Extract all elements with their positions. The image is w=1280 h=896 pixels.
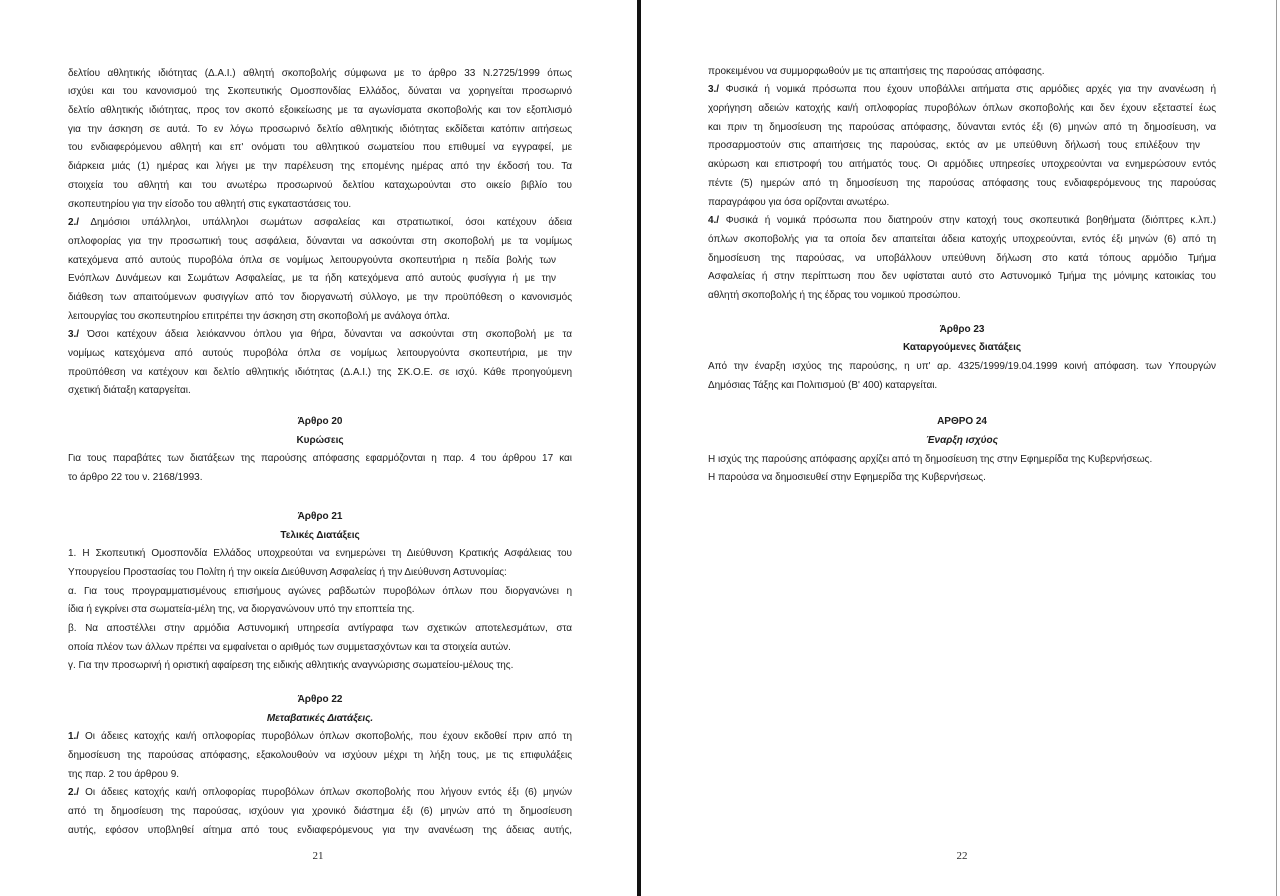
paragraph [68,65,572,215]
paragraph-number: 4./ [708,215,720,227]
text-line: ίδια ή εγκρίνει στα σωματεία-μέλη της, να διοργανώνουν υπό την εποπτεία της. [68,604,415,616]
text-line [68,728,572,747]
line-text: Δημόσιοι υπάλληλοι, υπάλληλοι σωμάτων ασφαλείας και στρατιωτικοί, όσοι κατέχουν άδεια [90,217,572,229]
text-line: σχετική διάταξη καταργείται. [68,385,191,397]
text-line: Ενόπλων Δυνάμεων και Σωμάτων Ασφαλείας, με τα ήδη κατεχόμενα από αυτούς φυσίγγια ή με την [68,273,556,285]
text-line: Ασφαλείας ή στην περίπτωση που δεν υφίσταται αυτό στο Αστυνομικό Τμήμα της μόνιμης κατοικίας του [708,271,1216,283]
article-number: Άρθρο 23 [939,323,985,335]
text-line: για την άσκηση σε αυτά. Το εν λόγω προσωρινό δελτίο αθλητικής ιδιότητας εκδίδεται κατόπιν αιτήσεως [68,123,572,135]
paragraph [708,63,1216,82]
text-line: ακύρωση και επιστροφή του αιτήματός τους. Οι αρμόδιες υπηρεσίες υποχρεούνται να ενημερώσουν εντός [708,159,1216,171]
text-line: διάθεση των απαιτούμενων φυσιγγίων από τον διοργανωτή σύλλογο, με την προϋπόθεση ο κανονισμός [68,291,572,303]
scan-right-edge [1276,0,1277,896]
article-title: Καταργούμενες διατάξεις [902,342,1022,354]
line-text: Οι άδειες κατοχής και/ή οπλοφορίας πυροβόλων όπλων σκοποβολής που λήγουν εντός έξι (6) μηνών [85,787,573,799]
text-line: χορήγηση αδειών κατοχής και/ή οπλοφορίας πυροβόλων όπλων σκοποβολής και δεν έχουν εξεταστεί έως [708,103,1216,115]
article-22 [68,691,572,841]
document-page-left [0,0,637,896]
text-line [708,212,1216,231]
article-number: Άρθρο 21 [297,510,343,522]
text-line: Υπουργείου Προστασίας του Πολίτη ή την οικεία Διεύθυνση Ασφαλείας ή την Διεύθυνση Αστυνομίας: [68,566,507,578]
text-line: πέντε (5) ημερών από τη δημοσίευση της παρούσας απόφασης τους ενδιαφερόμενους της παρούσας [708,177,1216,189]
line-text: Όσοι κατέχουν άδεια λειόκαννου όπλου για θήρα, δύνανται να ασκούνται στη σκοποβολή με τα [87,329,572,341]
text-column [68,65,572,841]
text-line: ισχύει και του κανονισμού της Σκοπευτικής Ομοσπονδίας Ελλάδος, δύναται να χορηγείται προσωρινό [68,86,572,98]
text-line: παραγράφου για όσα ορίζονται ανωτέρω. [708,196,890,208]
text-line: Δημόσιας Τάξης και Πολιτισμού (Β' 400) καταργείται. [708,379,938,391]
text-line [68,326,572,345]
article-title: Κυρώσεις [296,434,344,446]
text-line: στοιχεία του αθλητή και του ανωτέρω προσωρινού δελτίου καταχωρούνται στο οικείο βιβλίο του [68,179,572,191]
article-title: Μεταβατικές Διατάξεις. [266,712,374,724]
paragraph [68,214,572,326]
text-line: το άρθρο 22 του ν. 2168/1993. [68,472,203,484]
text-line: α. Για τους προγραμματισμένους επισήμους αγώνες ραβδωτών πυροβόλων όπλων που διοργανώνει η [68,585,572,597]
text-line: προϋπόθεση να κατέχουν και δελτίο αθλητικής ιδιότητας (Δ.Α.Ι.) της ΣΚ.Ο.Ε. σε ισχύ. Κάθε προηγούμενη [68,366,572,378]
text-line: δημοσίευση της παρούσας απόφασης, εξακολουθούν να ισχύουν μέχρι τη λήξη τους, με τις επιφυλάξεις [68,750,572,762]
paragraph [708,212,1216,305]
text-line: δημοσίευση της παρούσας, να υποβάλλουν υπεύθυνη δήλωση στο κατά τόπους αρμόδιο Τμήμα [708,252,1216,264]
article-24 [708,413,1216,488]
text-line: Η παρούσα να δημοσιευθεί στην Εφημερίδα της Κυβερνήσεως. [708,472,986,484]
paragraph-number: 2./ [68,217,80,229]
text-line [708,81,1216,100]
document-page-right [641,0,1280,896]
text-line: της παρ. 2 του άρθρου 9. [68,768,179,780]
article-title: Τελικές Διατάξεις [280,529,360,541]
article-21 [68,508,572,676]
paragraph-number: 1./ [68,731,80,743]
text-line: Για τους παραβάτες των διατάξεων της παρούσης απόφασης εφαρμόζονται η παρ. 4 του άρθρου 17 και [68,453,572,465]
text-line: γ. Για την προσωρινή ή οριστική αφαίρεση της ειδικής αθλητικής αναγνώρισης σωματείου-μέλους της. [68,660,514,672]
text-line: του ενδιαφερόμενου αθλητή και επ' ονόματι του αθλητικού σωματείου που επιθυμεί να εγγραφεί, με [68,142,572,154]
text-line [68,214,572,233]
text-line: κατεχόμενα από αυτούς πυροβόλα όπλα σε νομίμως λειτουργούντα σκοπευτήρια η πεδία βολής των [68,254,556,266]
text-line: Από την έναρξη ισχύος της παρούσης, η υπ' αρ. 4325/1999/19.04.1999 κοινή απόφαση. των Υπουργών [708,361,1216,372]
text-line: Η ισχύς της παρούσης απόφασης αρχίζει από τη δημοσίευση της στην Εφημερίδα της Κυβερνήσεως. [708,453,1153,465]
text-line: δελτίου αθλητικής ιδιότητας (Δ.Α.Ι.) αθλητή σκοποβολής σύμφωνα με το άρθρο 33 Ν.2725/1999 όπως [68,67,572,79]
text-line: οπλοφορίας για την προσωπική τους ασφάλεια, δύνανται να ασκούνται στη σκοποβολή με τα νομίμως [68,235,572,247]
text-line: 1. Η Σκοπευτική Ομοσπονδία Ελλάδος υποχρεούται να ενημερώνει τη Διεύθυνση Κρατικής Ασφάλειας του [68,548,572,560]
text-line: λειτουργίας του σκοπευτηρίου επιτρέπει την άσκηση στη σκοποβολή με ανάλογα όπλα. [68,310,450,322]
text-line: οποία πλέον των άλλων πρέπει να εμφαίνεται ο αριθμός των συμμετασχόντων και τα στοιχεία αυτών. [68,641,511,653]
article-23 [708,321,1216,396]
article-20 [68,413,572,488]
page-number: 22 [956,850,968,862]
text-line: προκειμένου να συμμορφωθούν με τις απαιτήσεις της παρούσας απόφασης. [708,65,1045,77]
article-title: Έναρξη ισχύος [926,435,998,447]
paragraph [708,81,1216,212]
paragraph-number: 3./ [708,84,720,96]
text-line: δελτίο αθλητικής ιδιότητας, προς τον σκοπό εξοικείωσης με τα αγωνίσματα σκοποβολής και τον εξοπλισμό [68,105,572,117]
text-line: β. Να αποστέλλει στην αρμόδια Αστυνομική υπηρεσία αντίγραφα των σχετικών αποτελεσμάτων, στα [68,622,572,634]
text-line: προσαρμοστούν στις απαιτήσεις της παρούσας, εκτός αν με υπεύθυνη δήλωσή τους επιλέξουν την [708,140,1200,152]
text-line: και πριν τη δημοσίευση της παρούσας απόφασης, δύνανται εντός έξι (6) μηνών από τη δημοσίευση, να [708,121,1216,133]
text-line: νομίμως κατεχόμενα από αυτούς πυροβόλα όπλα σε νομίμως λειτουργούντα σκοπευτήρια, με την [68,348,572,359]
line-text: Φυσικά ή νομικά πρόσωπα που έχουν υποβάλλει αιτήματα στις αρμόδιες αρχές για την ανανέωση ή [725,84,1216,96]
article-number: ΑΡΘΡΟ 24 [937,416,987,428]
article-number: Άρθρο 22 [297,694,343,705]
paragraph [68,326,572,401]
text-column [708,63,1216,488]
line-text: Οι άδειες κατοχής και/ή οπλοφορίας πυροβόλων όπλων σκοποβολής, που έχουν εκδοθεί πριν από τη [85,731,573,743]
text-line: αυτής, εφόσον υποβληθεί αίτημα από τους ενδιαφερόμενους για την ανανέωση της άδειας αυτής, [68,824,572,836]
text-line [68,784,572,803]
text-line: διάρκεια μιάς (1) ημέρας και λήγει με την παρέλευση της επομένης ημέρας από την έκδοσή του. Τα [68,161,572,173]
line-text: Φυσικά ή νομικά πρόσωπα που διατηρούν στην κατοχή τους σκοπευτικά βοηθήματα (διόπτρες κ.λπ.) [725,215,1216,227]
article-number: Άρθρο 20 [297,416,343,428]
text-line: όπλων σκοποβολής για τα οποία δεν απαιτείται άδεια κατοχής υποχρεούνται, εντός έξι μηνών (6) από τη [708,233,1216,245]
page-number: 21 [312,850,324,862]
text-line: σκοπευτηρίου για την είσοδο του αθλητή στις εγκαταστάσεις του. [68,198,352,210]
text-line: αθλητή σκοποβολής ή της έδρας του νομικού προσώπου. [708,289,961,301]
text-line: από τη δημοσίευση της παρούσας, ισχύουν για χρονικό διάστημα έξι (6) μηνών από τη δημοσίευση [68,806,572,818]
paragraph-number: 2./ [68,787,80,799]
paragraph-number: 3./ [68,329,80,341]
